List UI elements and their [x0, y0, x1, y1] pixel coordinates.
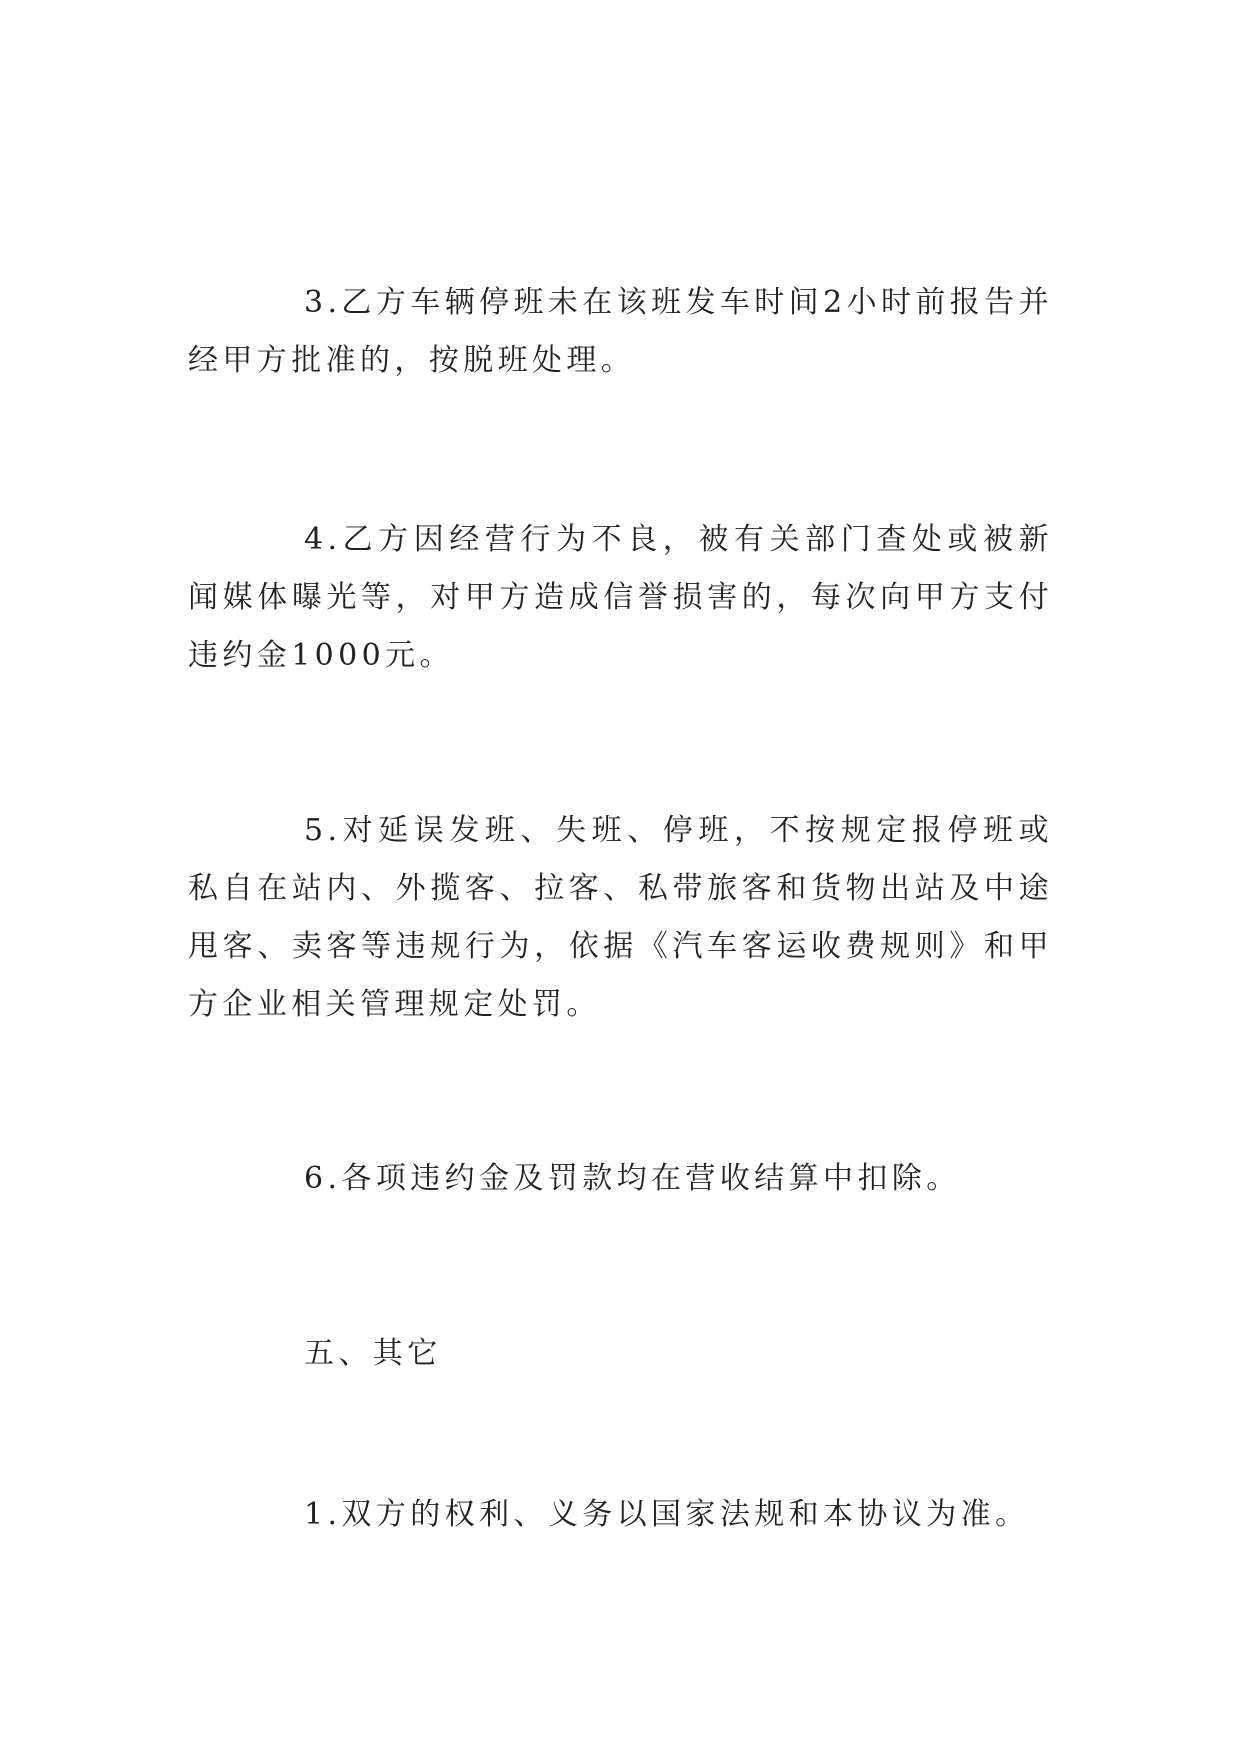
section-heading-other: 五、其它: [304, 1336, 442, 1371]
paragraph-section-clause-1: 1.双方的权利、义务以国家法规和本协议为准。: [304, 1497, 1030, 1532]
paragraph-clause-3: 3.乙方车辆停班未在该班发车时间2小时前报告并经甲方批准的，按脱班处理。: [188, 285, 1053, 378]
paragraph-clause-5: 5.对延误发班、失班、停班，不按规定报停班或私自在站内、外揽客、拉客、私带旅客和货物出站及中途甩客、卖客等违规行为，依据《汽车客运收费规则》和甲方企业相关管理规定处罚。: [188, 813, 1053, 1022]
paragraph-clause-4: 4.乙方因经营行为不良，被有关部门查处或被新闻媒体曝光等，对甲方造成信誉损害的，每次向甲方支付违约金1000元。: [188, 522, 1053, 673]
paragraph-clause-6: 6.各项违约金及罚款均在营收结算中扣除。: [304, 1161, 961, 1196]
